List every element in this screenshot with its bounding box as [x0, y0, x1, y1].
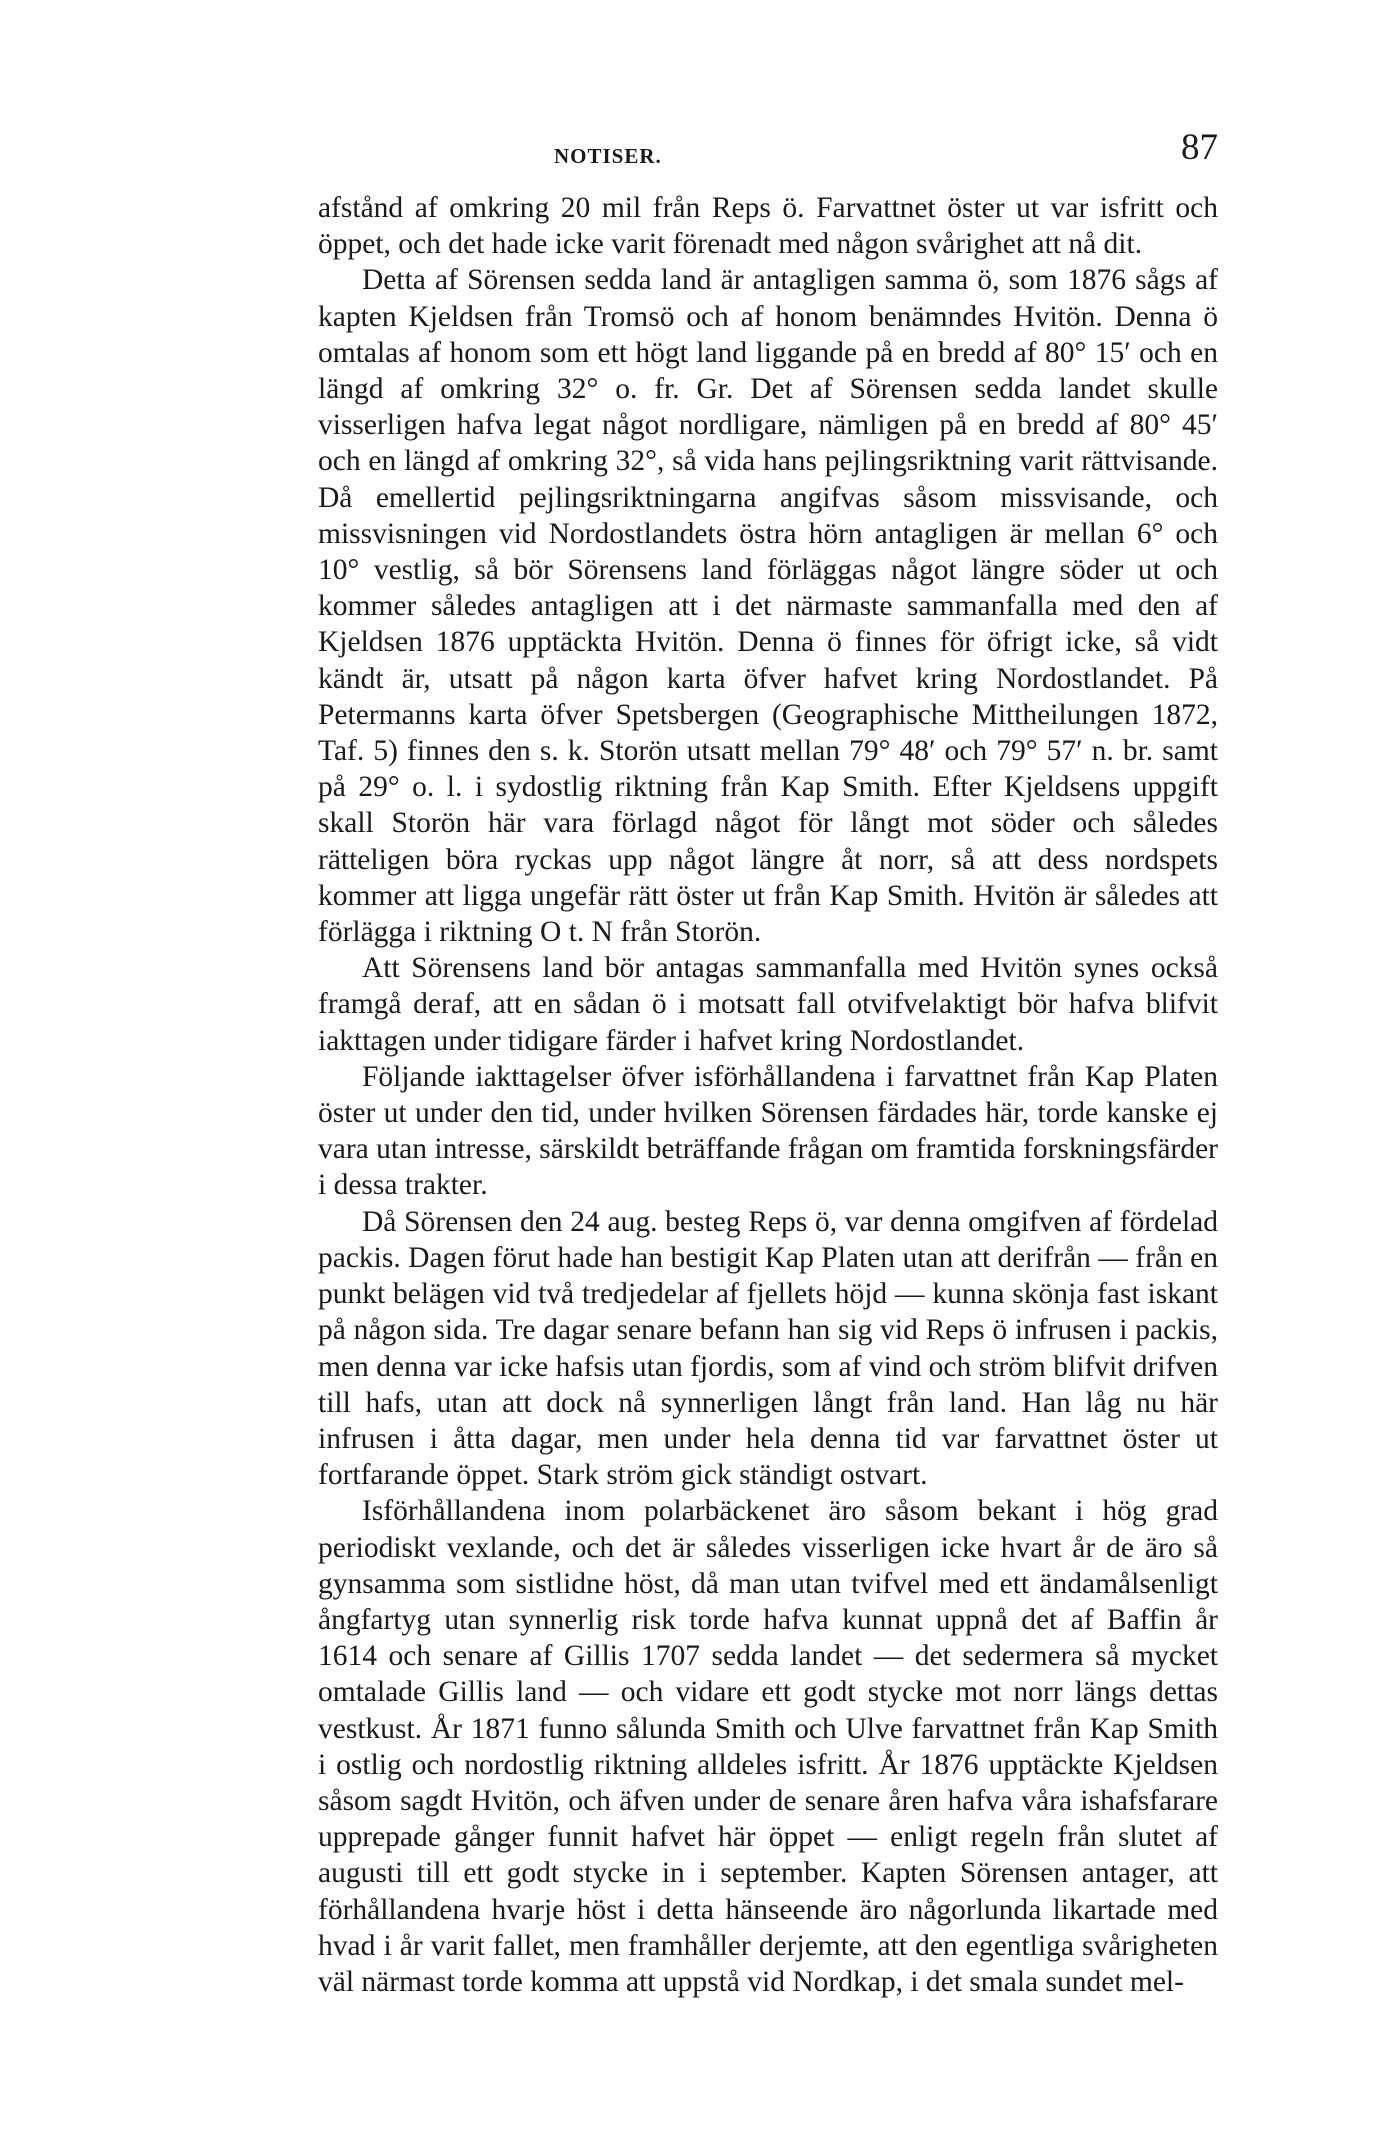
- page-number: 87: [1181, 127, 1218, 168]
- body-text: [318, 190, 1218, 2000]
- paragraph-4: Följande iakttagelser öfver isförhållandena i farvattnet från Kap Platen öster ut under den tid, under hvilken Sörensen färdades här, torde kanske ej vara utan intresse, särskildt beträffande frågan om framtida forskningsfärder i dessa trakter.: [318, 1060, 1218, 1202]
- paragraph-2: Detta af Sörensen sedda land är antagligen samma ö, som 1876 sågs af kapten Kjeldsen från Tromsö och af honom benämndes Hvitön. Denna ö omtalas af honom som ett högt land liggande på en bredd af 80° 15′ och en längd af omkring 32° o. fr. Gr. Det af Sörensen sedda landet skulle visserligen hafva legat något nordligare, nämligen på en bredd af 80° 45′ och en längd af omkring 32°, så vida hans pejlingsriktning varit rättvisande. Då emellertid pejlingsriktningarna angifvas såsom missvisande, och missvisningen vid Nordostlandets östra hörn antagligen är mellan 6° och 10° vestlig, så bör Sörensens land förläggas något längre söder ut och kommer således antagligen att i det närmaste sammanfalla med den af Kjeldsen 1876 upptäckta Hvitön. Denna ö finnes för öfrigt icke, så vidt kändt är, utsatt på någon karta öfver hafvet kring Nordostlandet. På Petermanns karta öfver Spetsbergen (Geographische Mittheilungen 1872, Taf. 5) finnes den s. k. Storön utsatt mellan 79° 48′ och 79° 57′ n. br. samt på 29° o. l. i sydostlig riktning från Kap Smith. Efter Kjeldsens uppgift skall Storön här vara förlagd något för långt mot söder och således rätteligen böra ryckas upp något längre åt norr, så att dess nordspets kommer att ligga ungefär rätt öster ut från Kap Smith. Hvitön är således att förlägga i riktning O t. N från Storön.: [318, 264, 1218, 949]
- running-head: NOTISER.: [554, 144, 662, 168]
- paragraph-5: Då Sörensen den 24 aug. besteg Reps ö, var denna omgifven af fördelad packis. Dagen förut hade han bestigit Kap Platen utan att derifrån — från en punkt belägen vid två tredjedelar af fjellets höjd — kunna skönja fast iskant på någon sida. Tre dagar senare befann han sig vid Reps ö infrusen i packis, men denna var icke hafsis utan fjordis, som af vind och ström blifvit drifven till hafs, utan att dock nå synnerligen långt från land. Han låg nu här infrusen i åtta dagar, men under hela denna tid var farvattnet öster ut fortfarande öppet. Stark ström gick ständigt ostvart.: [318, 1205, 1218, 1492]
- paragraph-1: afstånd af omkring 20 mil från Reps ö. Farvattnet öster ut var isfritt och öppet, och det hade icke varit förenadt med någon svårighet att nå dit.: [318, 192, 1218, 261]
- paragraph-3: Att Sörensens land bör antagas sammanfalla med Hvitön synes också framgå deraf, att en sådan ö i motsatt fall otvifvelaktigt bör hafva blifvit iakttagen under tidigare färder i hafvet kring Nordostlandet.: [318, 952, 1218, 1057]
- page-header: [318, 126, 1218, 176]
- paragraph-6: Isförhållandena inom polarbäckenet äro såsom bekant i hög grad periodiskt vexlande, och det är således visserligen icke hvart år de äro så gynsamma som sistlidne höst, då man utan tvifvel med ett ändamålsenligt ångfartyg utan synnerlig risk torde hafva kunnat uppnå det af Baffin år 1614 och senare af Gillis 1707 sedda landet — det sedermera så mycket omtalade Gillis land — och vidare ett godt stycke mot norr längs dettas vestkust. År 1871 funno sålunda Smith och Ulve farvattnet från Kap Smith i ostlig och nordostlig riktning alldeles isfritt. År 1876 upptäckte Kjeldsen såsom sagdt Hvitön, och äfven under de senare åren hafva våra ishafsfarare upprepade gånger funnit hafvet här öppet — enligt regeln från slutet af augusti till ett godt stycke in i september. Kapten Sörensen antager, att förhållandena hvarje höst i detta hänseende äro någorlunda likartade med hvad i år varit fallet, men framhåller derjemte, att den egentliga svårigheten väl närmast torde komma att uppstå vid Nordkap, i det smala sundet mel-: [318, 1495, 1218, 1998]
